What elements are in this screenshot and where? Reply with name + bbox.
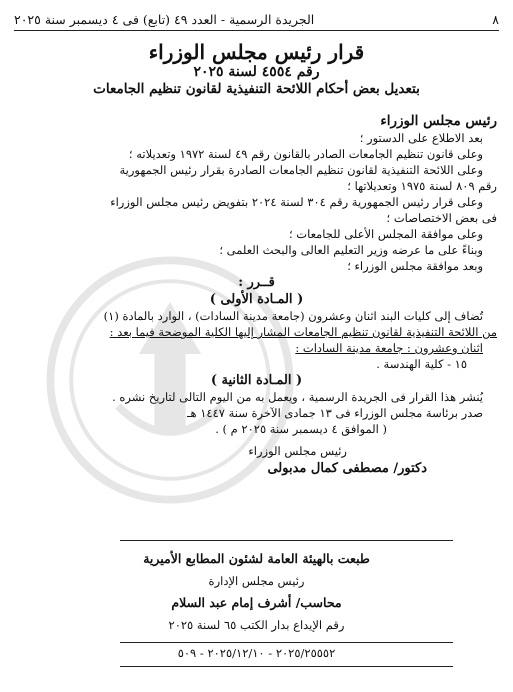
decree-number: رقم ٤٥٥٤ لسنة ٢٠٢٥ [193,64,320,80]
preamble-issuer: رئيس مجلس الوزراء [380,113,497,129]
preamble-line: وعلى موافقة المجلس الأعلى للجامعات ؛ [288,227,483,241]
preamble-line: بعد الاطلاع على الدستور ؛ [359,131,483,145]
print-code: ٢٠٢٥/٢٥٥٥٢ - ٢٠٢٥/١٢/١٠ - ٥٠٩ [177,646,336,660]
article-2-text: يُنشر هذا القرار فى الجريدة الرسمية ، ويعمل به من اليوم التالى لتاريخ نشره . [112,390,483,404]
header-rule [14,30,499,31]
preamble-line: فى بعض الاختصاصات ؛ [386,211,497,225]
preamble-line: وبناءً على ما عرضه وزير التعليم العالى والبحث العلمى ؛ [219,243,483,257]
preamble-line: وعلى قانون تنظيم الجامعات الصادر بالقانون رقم ٤٩ لسنة ١٩٧٢ وتعديلاته ؛ [128,147,483,161]
deposit-number: رقم الإيداع بدار الكتب ٦٥ لسنة ٢٠٢٥ [168,618,345,632]
issued-at: صدر برئاسة مجلس الوزراء فى ١٣ جمادى الآخرة سنة ١٤٤٧ هـ [187,406,483,420]
decree-body [16,112,497,477]
decree-title-block [14,40,499,98]
signature-name: دكتور/ مصطفى كمال مدبولى [267,461,427,476]
article-1-item-label: اثنان وعشرون : جامعة مدينة السادات : [295,341,483,355]
page-number: ٨ [492,11,499,27]
decree-subject: بتعديل بعض أحكام اللائحة التنفيذية لقانون تنظيم الجامعات [93,81,420,97]
issued-date: ( الموافق ٤ ديسمبر سنة ٢٠٢٥ م ) . [215,422,387,436]
board-title: رئيس مجلس الإدارة [208,574,305,588]
imprint-rule [120,642,453,643]
running-header [14,10,499,28]
preamble-line: وبعد موافقة مجلس الوزراء ؛ [347,259,483,273]
article-1-heading: ( المـادة الأولى ) [209,292,304,307]
decision-heading: قــرر : [238,275,275,290]
chairman-name: محاسب/ أشرف إمام عبد السلام [171,595,342,610]
signature-title: رئيس مجلس الوزراء [248,444,347,458]
article-1-line: تُضاف إلى كليات البند اثنان وعشرون (جامعة مدينة السادات) ، الوارد بالمادة (١) [103,309,483,323]
preamble-line: وعلى قرار رئيس الجمهورية رقم ٣٠٤ لسنة ٢٠٢٤ بتفويض رئيس مجلس الوزراء [110,195,483,209]
gazette-issue: الجريدة الرسمية - العدد ٤٩ (تابع) فى ٤ ديسمبر سنة ٢٠٢٥ [14,11,315,27]
article-1-item: ١٥ - كلية الهندسة . [376,357,467,371]
preamble-line: وعلى اللائحة التنفيذية لقانون تنظيم الجامعات الصادرة بقرار رئيس الجمهورية [119,163,483,177]
article-2-heading: ( المـادة الثانية ) [210,373,303,388]
decree-title: قرار رئيس مجلس الوزراء [148,40,365,64]
preamble-line: رقم ٨٠٩ لسنة ١٩٧٥ وتعديلاتها ؛ [347,179,497,193]
article-1-line: من اللائحة التنفيذية لقانون تنظيم الجامعات المشار إليها الكلية الموضحة فيما بعد : [109,325,497,339]
footer-rule [120,540,453,541]
printer-name: طبعت بالهيئة العامة لشئون المطابع الأميرية [143,551,370,566]
bottom-rule [120,666,453,667]
printer-imprint [40,548,473,636]
